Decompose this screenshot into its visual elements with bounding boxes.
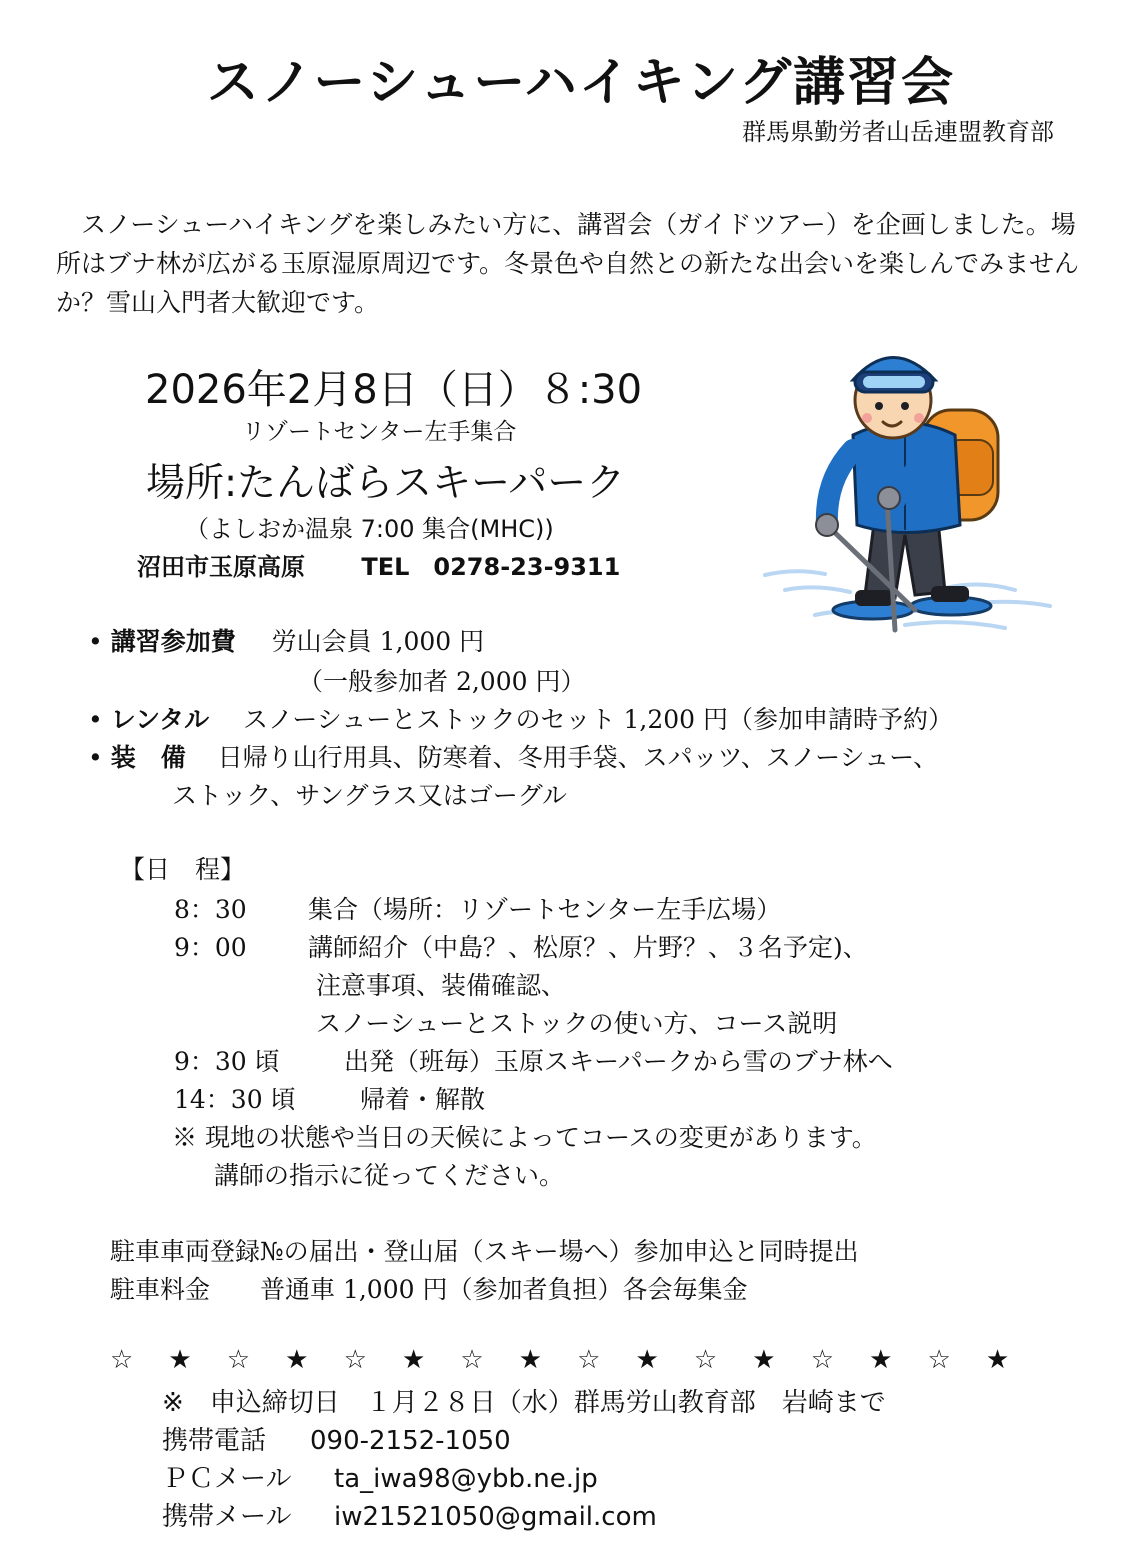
star: ★	[752, 1345, 776, 1375]
schedule-text: 集合（場所：リゾートセンター左手広場）	[308, 895, 782, 924]
star: ★	[168, 1345, 192, 1375]
star: ★	[985, 1345, 1010, 1375]
event-address: 沼田市玉原高原 TEL 0278-23-9311	[137, 553, 621, 581]
star: ★	[869, 1345, 893, 1375]
star-divider	[110, 1345, 1044, 1375]
star: ★	[401, 1345, 426, 1375]
rental-value: スノーシューとストックのセット 1,200 円（参加申請時予約）	[243, 705, 954, 734]
star: ☆	[343, 1345, 367, 1375]
schedule-row	[174, 928, 868, 964]
mobilemail-row	[162, 1496, 657, 1533]
schedule-time: 9：30 頃	[174, 1047, 280, 1076]
phone-number[interactable]: 090-2152-1050	[310, 1426, 511, 1456]
schedule-text: 講師紹介（中島？、松原？、片野？、３名予定)、	[308, 933, 868, 962]
equipment-row	[88, 738, 938, 774]
schedule-row	[174, 890, 781, 926]
snowshoes	[833, 586, 991, 619]
star: ☆	[226, 1345, 251, 1375]
star: ☆	[927, 1345, 951, 1375]
snowshoe-hiker-illustration	[755, 340, 1065, 650]
bullet: •	[88, 705, 103, 734]
pcmail-row	[162, 1458, 598, 1495]
schedule-text: スノーシューとストックの使い方、コース説明	[316, 1009, 838, 1038]
mobilemail-label: 携帯メール	[162, 1502, 292, 1532]
organizer: 群馬県勤労者山岳連盟教育部	[742, 118, 1054, 146]
parking-fee: 駐車料金 普通車 1,000 円（参加者負担）各会毎集金	[110, 1275, 748, 1304]
pcmail-label: ＰＣメール	[162, 1464, 292, 1494]
schedule-heading: 【日 程】	[120, 855, 246, 884]
equipment-label: 装 備	[110, 743, 186, 772]
schedule-note: 講師の指示に従ってください。	[214, 1161, 565, 1190]
alt-meeting: （よしおか温泉 7:00 集合(MHC))	[185, 515, 554, 543]
meeting-point: リゾートセンター左手集合	[242, 419, 517, 445]
page-title: スノーシューハイキング講習会	[206, 53, 956, 113]
schedule-text: 帰着・解散	[360, 1085, 486, 1114]
equipment-value-2: ストック、サングラス又はゴーグル	[172, 781, 568, 810]
schedule-row	[174, 1042, 893, 1078]
event-place: 場所:たんばらスキーパーク	[146, 461, 626, 506]
schedule-text: 出発（班毎）玉原スキーパークから雪のブナ林へ	[344, 1047, 893, 1076]
bullet: •	[88, 627, 103, 656]
schedule-note: ※ 現地の状態や当日の天候によってコースの変更があります。	[172, 1123, 877, 1152]
phone-row	[162, 1420, 511, 1457]
rental-label: レンタル	[110, 705, 210, 734]
intro-paragraph: スノーシューハイキングを楽しみたい方に、講習会（ガイドツアー）を企画しました。場所はブナ林が広がる玉原湿原周辺です。冬景色や自然との新たな出会いを楽しんでみませんか？雪山入門者大歓迎です。	[56, 210, 1080, 317]
schedule-text: 注意事項、装備確認、	[316, 971, 567, 1000]
schedule-time: 14：30 頃	[174, 1085, 296, 1114]
rental-row	[88, 700, 953, 736]
star: ☆	[110, 1345, 134, 1375]
equipment-value: 日帰り山行用具、防寒着、冬用手袋、スパッツ、スノーシュー、	[217, 743, 939, 772]
star: ☆	[577, 1345, 601, 1375]
phone-label: 携帯電話	[162, 1426, 267, 1456]
fee-label: 講習参加費	[110, 627, 236, 656]
star: ★	[635, 1345, 659, 1375]
deadline: ※ 申込締切日 １月２８日（水）群馬労山教育部 岩崎まで	[162, 1388, 886, 1418]
star: ☆	[693, 1345, 718, 1375]
schedule-row	[174, 1080, 485, 1116]
fee-value: 労山会員 1,000 円	[271, 627, 485, 656]
schedule-time: 9：00	[174, 933, 247, 962]
fee-general: （一般参加者 2,000 円）	[298, 667, 586, 696]
schedule-time: 8：30	[174, 895, 247, 924]
parking-note: 駐車車両登録№の届出・登山届（スキー場へ）参加申込と同時提出	[110, 1237, 859, 1266]
star: ★	[285, 1345, 309, 1375]
star: ★	[518, 1345, 543, 1375]
mobilemail-link[interactable]: iw21521050@gmail.com	[334, 1502, 657, 1532]
helmet-goggles	[853, 358, 935, 393]
star: ☆	[460, 1345, 484, 1375]
star: ☆	[810, 1345, 834, 1375]
pcmail-link[interactable]: ta_iwa98@ybb.ne.jp	[334, 1464, 598, 1494]
fee-row	[88, 622, 484, 658]
bullet: •	[88, 743, 103, 772]
event-date: 2026年2月8日（日）８:30	[145, 367, 643, 413]
